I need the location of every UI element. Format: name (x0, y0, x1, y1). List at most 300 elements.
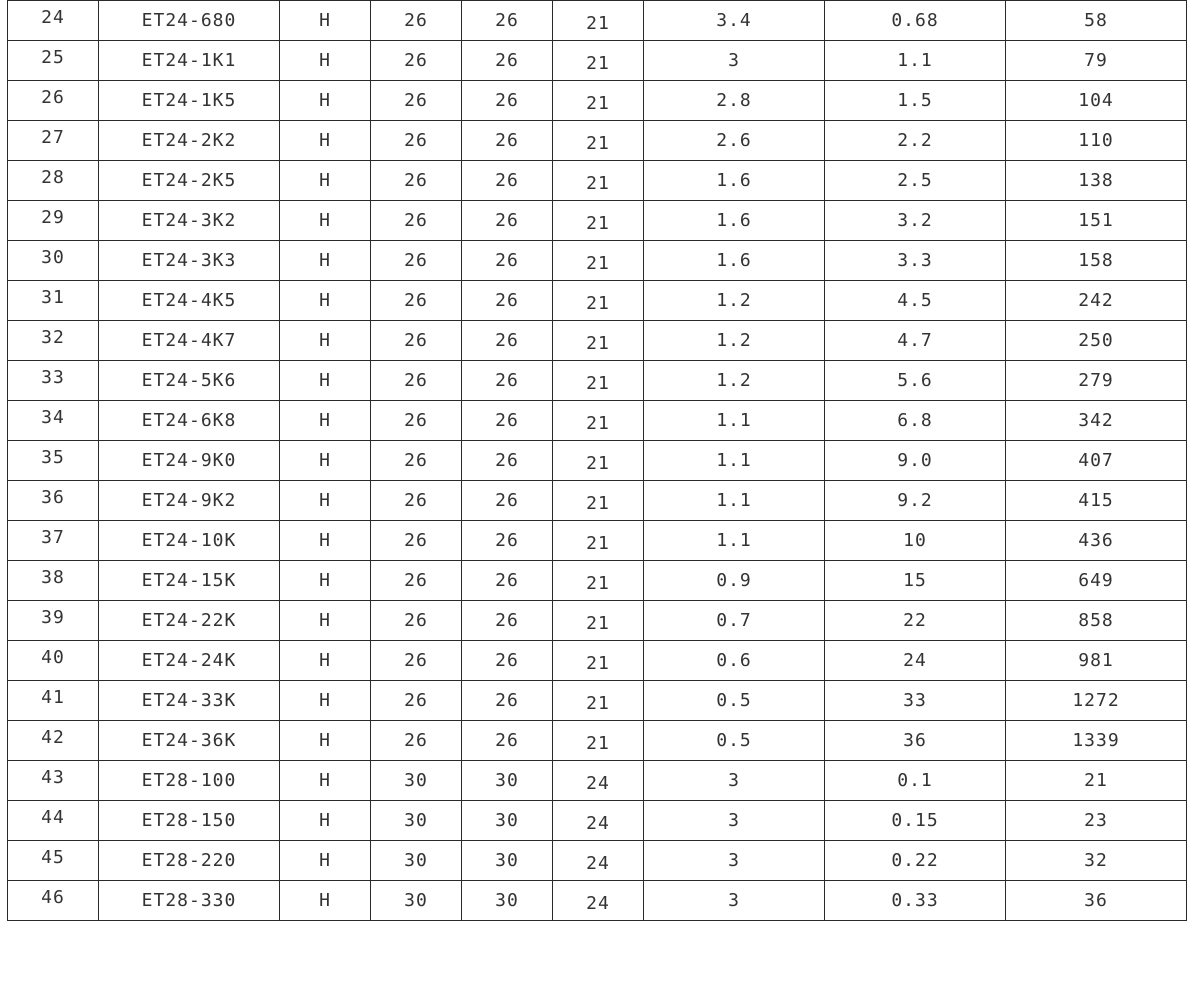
cell-length (462, 81, 553, 121)
cell-value-a (644, 761, 825, 801)
cell-text: H (319, 10, 331, 31)
cell-text: H (319, 330, 331, 351)
cell-text: 24 (41, 7, 65, 28)
cell-text: 21 (586, 253, 610, 274)
cell-text: ET24-2K5 (141, 170, 237, 191)
cell-text: 26 (404, 370, 428, 391)
cell-value-b (825, 1, 1006, 41)
table-row (8, 1, 1187, 41)
cell-text: ET24-10K (141, 530, 237, 551)
cell-text: 26 (404, 210, 428, 231)
cell-index (8, 561, 99, 601)
cell-part-number (99, 761, 280, 801)
cell-value-c (1006, 841, 1187, 881)
cell-text: 24 (586, 893, 610, 914)
cell-text: 0.1 (897, 770, 933, 791)
cell-text: 242 (1078, 290, 1114, 311)
cell-text: 2.5 (897, 170, 933, 191)
table-row (8, 561, 1187, 601)
cell-value-b (825, 481, 1006, 521)
cell-text: 43 (41, 767, 65, 788)
cell-text: 26 (495, 370, 519, 391)
cell-text: 26 (495, 570, 519, 591)
cell-index (8, 441, 99, 481)
cell-value-c (1006, 241, 1187, 281)
cell-width (371, 681, 462, 721)
cell-text: 1.1 (897, 50, 933, 71)
cell-width (371, 161, 462, 201)
cell-part-number (99, 81, 280, 121)
cell-height (553, 561, 644, 601)
cell-text: 26 (495, 730, 519, 751)
cell-text: 3.3 (897, 250, 933, 271)
cell-text: 21 (586, 733, 610, 754)
cell-value-a (644, 201, 825, 241)
cell-value-a (644, 681, 825, 721)
cell-text: 0.5 (716, 690, 752, 711)
cell-value-b (825, 841, 1006, 881)
cell-text: 4.7 (897, 330, 933, 351)
cell-text: 21 (586, 13, 610, 34)
cell-text: 0.22 (891, 850, 939, 871)
table-row (8, 281, 1187, 321)
cell-text: 104 (1078, 90, 1114, 111)
cell-length (462, 801, 553, 841)
cell-text: H (319, 690, 331, 711)
cell-text: 15 (903, 570, 927, 591)
table-row (8, 481, 1187, 521)
cell-text: ET24-15K (141, 570, 237, 591)
cell-index (8, 241, 99, 281)
cell-value-a (644, 841, 825, 881)
cell-text: 3 (728, 770, 740, 791)
cell-text: 26 (404, 570, 428, 591)
cell-text: ET24-33K (141, 690, 237, 711)
cell-part-number (99, 281, 280, 321)
cell-text: 9.0 (897, 450, 933, 471)
cell-length (462, 281, 553, 321)
cell-text: H (319, 530, 331, 551)
cell-text: 0.33 (891, 890, 939, 911)
cell-text: 21 (586, 493, 610, 514)
cell-type (280, 521, 371, 561)
cell-value-c (1006, 321, 1187, 361)
cell-text: 36 (41, 487, 65, 508)
spec-table-container (7, 0, 1187, 921)
table-row (8, 881, 1187, 921)
cell-width (371, 881, 462, 921)
cell-width (371, 801, 462, 841)
cell-text: 649 (1078, 570, 1114, 591)
cell-value-b (825, 201, 1006, 241)
cell-text: 279 (1078, 370, 1114, 391)
cell-text: 25 (41, 47, 65, 68)
cell-text: 26 (495, 610, 519, 631)
cell-text: ET28-220 (141, 850, 237, 871)
cell-text: H (319, 50, 331, 71)
cell-type (280, 81, 371, 121)
cell-text: 110 (1078, 130, 1114, 151)
table-row (8, 521, 1187, 561)
cell-text: ET24-24K (141, 650, 237, 671)
cell-text: 26 (495, 690, 519, 711)
cell-text: 33 (903, 690, 927, 711)
cell-type (280, 761, 371, 801)
cell-text: 24 (586, 813, 610, 834)
cell-value-b (825, 761, 1006, 801)
cell-part-number (99, 721, 280, 761)
cell-length (462, 481, 553, 521)
cell-part-number (99, 681, 280, 721)
cell-length (462, 361, 553, 401)
cell-height (553, 321, 644, 361)
cell-text: 981 (1078, 650, 1114, 671)
cell-value-a (644, 601, 825, 641)
cell-text: H (319, 410, 331, 431)
cell-value-a (644, 121, 825, 161)
cell-part-number (99, 481, 280, 521)
cell-text: ET24-1K1 (141, 50, 237, 71)
cell-text: 21 (586, 533, 610, 554)
cell-length (462, 321, 553, 361)
cell-length (462, 601, 553, 641)
cell-text: 26 (404, 490, 428, 511)
cell-text: 1.1 (716, 530, 752, 551)
cell-value-a (644, 321, 825, 361)
cell-text: 58 (1084, 10, 1108, 31)
cell-text: 30 (41, 247, 65, 268)
cell-text: 26 (495, 650, 519, 671)
cell-type (280, 721, 371, 761)
cell-text: 27 (41, 127, 65, 148)
cell-height (553, 241, 644, 281)
cell-part-number (99, 401, 280, 441)
cell-length (462, 761, 553, 801)
cell-length (462, 841, 553, 881)
cell-width (371, 641, 462, 681)
cell-width (371, 321, 462, 361)
cell-text: 21 (586, 373, 610, 394)
cell-value-b (825, 441, 1006, 481)
cell-text: 1.1 (716, 410, 752, 431)
cell-text: 26 (495, 250, 519, 271)
cell-text: 38 (41, 567, 65, 588)
cell-index (8, 161, 99, 201)
cell-text: 26 (495, 130, 519, 151)
cell-text: 26 (404, 330, 428, 351)
cell-text: ET24-4K7 (141, 330, 237, 351)
cell-height (553, 721, 644, 761)
cell-text: 21 (586, 293, 610, 314)
cell-value-c (1006, 441, 1187, 481)
cell-text: 415 (1078, 490, 1114, 511)
cell-text: 26 (495, 290, 519, 311)
cell-height (553, 1, 644, 41)
cell-part-number (99, 561, 280, 601)
cell-text: 42 (41, 727, 65, 748)
cell-text: 30 (495, 810, 519, 831)
cell-value-b (825, 721, 1006, 761)
cell-text: 151 (1078, 210, 1114, 231)
cell-value-b (825, 121, 1006, 161)
cell-value-c (1006, 1, 1187, 41)
cell-height (553, 481, 644, 521)
cell-value-a (644, 561, 825, 601)
cell-text: ET24-4K5 (141, 290, 237, 311)
cell-value-b (825, 881, 1006, 921)
cell-value-b (825, 321, 1006, 361)
cell-text: 21 (586, 613, 610, 634)
cell-text: 30 (495, 770, 519, 791)
cell-text: 21 (586, 213, 610, 234)
cell-height (553, 401, 644, 441)
cell-text: 26 (404, 650, 428, 671)
cell-text: 250 (1078, 330, 1114, 351)
cell-length (462, 121, 553, 161)
cell-part-number (99, 1, 280, 41)
cell-text: 24 (903, 650, 927, 671)
cell-text: 21 (586, 653, 610, 674)
cell-text: ET24-6K8 (141, 410, 237, 431)
cell-value-b (825, 681, 1006, 721)
cell-value-c (1006, 81, 1187, 121)
cell-text: 21 (586, 573, 610, 594)
cell-text: 4.5 (897, 290, 933, 311)
cell-type (280, 241, 371, 281)
cell-value-b (825, 281, 1006, 321)
cell-text: H (319, 770, 331, 791)
cell-height (553, 201, 644, 241)
cell-length (462, 881, 553, 921)
table-row (8, 81, 1187, 121)
cell-value-a (644, 441, 825, 481)
cell-text: 1.6 (716, 170, 752, 191)
cell-text: ET28-100 (141, 770, 237, 791)
cell-text: 24 (586, 773, 610, 794)
cell-type (280, 281, 371, 321)
cell-type (280, 361, 371, 401)
cell-index (8, 641, 99, 681)
cell-text: H (319, 610, 331, 631)
cell-type (280, 601, 371, 641)
cell-text: 138 (1078, 170, 1114, 191)
cell-text: H (319, 370, 331, 391)
cell-text: H (319, 490, 331, 511)
cell-value-c (1006, 601, 1187, 641)
cell-text: 40 (41, 647, 65, 668)
cell-part-number (99, 641, 280, 681)
cell-length (462, 681, 553, 721)
cell-text: H (319, 210, 331, 231)
cell-value-b (825, 41, 1006, 81)
cell-text: ET24-1K5 (141, 90, 237, 111)
cell-text: 0.9 (716, 570, 752, 591)
cell-text: 26 (495, 90, 519, 111)
cell-text: 21 (586, 93, 610, 114)
cell-index (8, 481, 99, 521)
cell-text: H (319, 130, 331, 151)
cell-text: 26 (495, 50, 519, 71)
table-row (8, 801, 1187, 841)
cell-length (462, 201, 553, 241)
cell-part-number (99, 241, 280, 281)
cell-text: H (319, 890, 331, 911)
cell-height (553, 761, 644, 801)
cell-text: 37 (41, 527, 65, 548)
cell-text: 3 (728, 850, 740, 871)
cell-text: 26 (495, 530, 519, 551)
cell-text: ET24-36K (141, 730, 237, 751)
cell-text: 39 (41, 607, 65, 628)
cell-value-c (1006, 121, 1187, 161)
cell-text: 21 (586, 453, 610, 474)
cell-width (371, 241, 462, 281)
cell-height (553, 361, 644, 401)
cell-text: 1.6 (716, 210, 752, 231)
cell-part-number (99, 601, 280, 641)
cell-height (553, 801, 644, 841)
cell-text: 3.2 (897, 210, 933, 231)
cell-text: ET24-680 (141, 10, 237, 31)
cell-value-b (825, 401, 1006, 441)
table-row (8, 241, 1187, 281)
cell-value-b (825, 241, 1006, 281)
cell-text: 21 (1084, 770, 1108, 791)
cell-text: H (319, 450, 331, 471)
table-row (8, 161, 1187, 201)
cell-value-a (644, 241, 825, 281)
cell-text: 858 (1078, 610, 1114, 631)
cell-text: H (319, 250, 331, 271)
cell-text: 26 (404, 170, 428, 191)
cell-height (553, 81, 644, 121)
cell-value-a (644, 721, 825, 761)
cell-text: 26 (41, 87, 65, 108)
cell-text: 79 (1084, 50, 1108, 71)
cell-value-b (825, 561, 1006, 601)
cell-index (8, 361, 99, 401)
cell-text: 3 (728, 810, 740, 831)
cell-index (8, 801, 99, 841)
table-row (8, 681, 1187, 721)
cell-text: 36 (903, 730, 927, 751)
cell-index (8, 601, 99, 641)
cell-length (462, 1, 553, 41)
cell-text: 26 (495, 450, 519, 471)
cell-text: 158 (1078, 250, 1114, 271)
cell-value-b (825, 641, 1006, 681)
cell-width (371, 361, 462, 401)
cell-height (553, 121, 644, 161)
cell-width (371, 81, 462, 121)
table-row (8, 721, 1187, 761)
cell-value-c (1006, 161, 1187, 201)
cell-type (280, 881, 371, 921)
cell-width (371, 721, 462, 761)
cell-type (280, 201, 371, 241)
table-row (8, 321, 1187, 361)
cell-text: 30 (404, 770, 428, 791)
cell-length (462, 161, 553, 201)
cell-value-a (644, 521, 825, 561)
cell-text: 0.15 (891, 810, 939, 831)
cell-text: 0.5 (716, 730, 752, 751)
cell-type (280, 321, 371, 361)
cell-value-c (1006, 881, 1187, 921)
cell-type (280, 801, 371, 841)
cell-text: 0.7 (716, 610, 752, 631)
cell-type (280, 401, 371, 441)
cell-value-b (825, 161, 1006, 201)
cell-part-number (99, 521, 280, 561)
cell-text: 29 (41, 207, 65, 228)
cell-text: 44 (41, 807, 65, 828)
cell-text: H (319, 850, 331, 871)
cell-text: 34 (41, 407, 65, 428)
cell-value-b (825, 521, 1006, 561)
cell-value-a (644, 1, 825, 41)
cell-value-a (644, 81, 825, 121)
cell-text: 26 (495, 170, 519, 191)
cell-length (462, 721, 553, 761)
cell-text: 3 (728, 890, 740, 911)
cell-value-c (1006, 41, 1187, 81)
spec-table (7, 0, 1187, 921)
cell-index (8, 1, 99, 41)
cell-text: 24 (586, 853, 610, 874)
cell-text: 26 (404, 290, 428, 311)
cell-text: 9.2 (897, 490, 933, 511)
cell-value-c (1006, 561, 1187, 601)
cell-value-a (644, 801, 825, 841)
cell-value-a (644, 281, 825, 321)
cell-text: 30 (404, 810, 428, 831)
cell-text: 46 (41, 887, 65, 908)
cell-part-number (99, 881, 280, 921)
cell-height (553, 521, 644, 561)
cell-part-number (99, 321, 280, 361)
cell-height (553, 281, 644, 321)
cell-value-c (1006, 521, 1187, 561)
cell-type (280, 681, 371, 721)
cell-value-a (644, 361, 825, 401)
cell-height (553, 441, 644, 481)
cell-text: H (319, 290, 331, 311)
cell-value-a (644, 481, 825, 521)
cell-text: 436 (1078, 530, 1114, 551)
cell-width (371, 201, 462, 241)
cell-text: 407 (1078, 450, 1114, 471)
cell-width (371, 441, 462, 481)
cell-text: 31 (41, 287, 65, 308)
table-row (8, 41, 1187, 81)
cell-text: 21 (586, 333, 610, 354)
cell-length (462, 441, 553, 481)
cell-text: 21 (586, 693, 610, 714)
cell-value-a (644, 401, 825, 441)
cell-text: 342 (1078, 410, 1114, 431)
cell-part-number (99, 161, 280, 201)
table-row (8, 441, 1187, 481)
cell-part-number (99, 361, 280, 401)
cell-text: ET24-5K6 (141, 370, 237, 391)
cell-height (553, 681, 644, 721)
cell-type (280, 441, 371, 481)
cell-text: 26 (495, 210, 519, 231)
cell-text: 22 (903, 610, 927, 631)
cell-text: H (319, 570, 331, 591)
cell-text: 26 (404, 530, 428, 551)
